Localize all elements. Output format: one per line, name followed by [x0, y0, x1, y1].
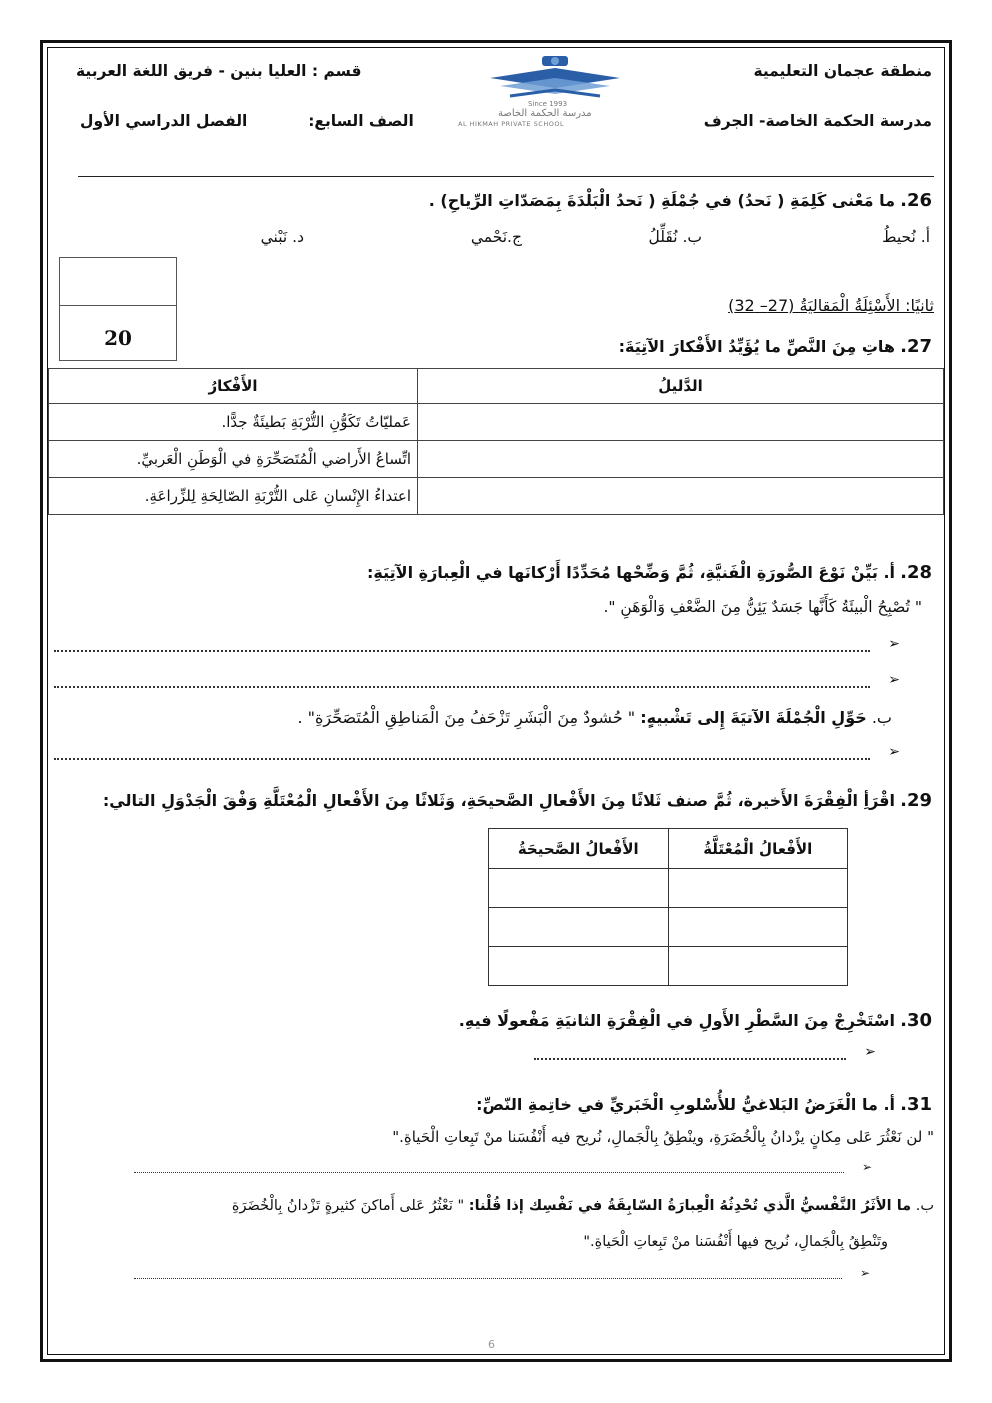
grade-label: الصف السابع:	[308, 112, 414, 130]
q27-idea-1: عَمليّاتُ تَكَوُّنِ التُّرْبَةِ بَطيئَةٌ جدًّا.	[49, 404, 418, 441]
q28	[367, 562, 932, 583]
semester-label: الفصل الدراسي الأول	[80, 112, 248, 130]
q26-option-a: أ. نُحيطُ	[882, 228, 930, 246]
table-row	[49, 404, 944, 441]
q26-option-c: ج.نَحْمي	[470, 228, 522, 246]
q27-header-ideas: الأَفْكارُ	[49, 369, 418, 404]
answer-arrow-icon: ➢	[864, 1044, 876, 1060]
page-mark: 6	[488, 1338, 495, 1351]
q29-table	[488, 828, 848, 986]
q29-table-header	[489, 829, 848, 869]
logo-since: Since 1993	[528, 100, 568, 108]
q28-b-text: حَوِّلِ الْجُمْلَةَ الآتيَةَ إِلى تَشْبيهٍ:	[640, 708, 867, 727]
q29-cell[interactable]	[489, 869, 669, 908]
score-box	[59, 257, 177, 361]
answer-arrow-icon: ➢	[888, 672, 900, 688]
q26-option-d: د. نَبْني	[260, 228, 304, 246]
answer-arrow-icon: ➢	[859, 1266, 870, 1280]
q28-answer-line-2[interactable]	[54, 686, 870, 688]
q27-text: هاتِ مِنَ النَّصِّ ما يُؤَيِّدُ الأَفْكارَ الآتِيَةَ:	[618, 337, 895, 356]
table-row	[489, 908, 848, 947]
q27	[619, 336, 932, 357]
department-name: قسم : العليا بنين - فريق اللغة العربية	[76, 62, 362, 80]
q28-b-answer-line[interactable]	[54, 758, 870, 760]
q29-cell[interactable]	[668, 869, 848, 908]
school-name: مدرسة الحكمة الخاصة- الجرف	[703, 112, 932, 130]
q27-table	[48, 368, 944, 515]
answer-arrow-icon: ➢	[888, 636, 900, 652]
table-row	[489, 947, 848, 986]
q27-evidence-1[interactable]	[418, 404, 944, 441]
q29-cell[interactable]	[489, 947, 669, 986]
answer-arrow-icon: ➢	[888, 744, 900, 760]
q26-option-b: ب. نُقَلِّلُ	[648, 228, 702, 246]
q29-header-sound-verbs: الأَفْعالُ الصَّحيحَةُ	[489, 829, 669, 869]
grade-semester	[80, 112, 414, 130]
q31	[476, 1094, 932, 1115]
q26-text: ما مَعْنى كَلِمَةِ ( نَحدُ) في جُمْلَةِ ( نَحدُ الْبَلْدَةَ بِمَصَدّاتِ الرِّياحِ) .	[428, 191, 895, 210]
answer-arrow-icon: ➢	[861, 1160, 872, 1174]
q27-idea-2: اتِّساعُ الأَراضي الْمُتَصَحِّرَةِ في الْوَطَنِ الْعَربيِّ.	[49, 441, 418, 478]
q29	[103, 790, 932, 811]
q29-header-weak-verbs: الأَفْعالُ الْمُعْتَلَّةُ	[668, 829, 848, 869]
q28-b-quote: " حُشودٌ مِنَ الْبَشَرِ تَزْحَفُ مِنَ الْمَناطِقِ الْمُتَصَحِّرَةِ" .	[297, 708, 636, 727]
q27-idea-3: اعتداءُ الإِنْسانِ عَلى التُّرْبَةِ الصّالِحَةِ لِلزِّراعَةِ.	[49, 478, 418, 515]
header-divider	[78, 176, 934, 177]
q27-number: 27.	[900, 336, 932, 357]
table-row	[489, 869, 848, 908]
q31-a-quote: " لن نَعْثُرَ عَلى مِكانٍ يزْدانُ بِالْخُضَرَةِ، وينْطِقُ بِالْجَمالِ، نُريح فيه أَنْفُسَنا منْ تَبِعاتِ الْحَياةِ."	[392, 1128, 934, 1146]
q28-number: 28.	[900, 562, 932, 583]
q27-evidence-3[interactable]	[418, 478, 944, 515]
q29-cell[interactable]	[668, 908, 848, 947]
q28-a-text: أ. بَيِّنْ نَوْعَ الصُّورَةِ الْفَنيَّةِ، ثُمَّ وَضِّحْها مُحَدِّدًا أَرْكانَها في الْعِبارَةِ الآتِيَةِ:	[367, 563, 895, 582]
school-logo	[450, 50, 660, 130]
q26	[429, 190, 932, 211]
section2-title: ثانيًا: الأَسْئِلَةُ الْمَقاليَةُ (27– 32)	[728, 296, 934, 315]
q31-b-label: ب.	[915, 1198, 934, 1214]
q31-b-text: ما الأثَرُ النَّفْسيُّ الَّذي تُحْدِثُهُ الْعِبارَةُ السّابِقَةُ في نَفْسِك إذا قُلْنا:	[468, 1198, 912, 1214]
table-row	[49, 478, 944, 515]
q26-number: 26.	[900, 190, 932, 211]
q30-answer-line[interactable]	[534, 1058, 846, 1060]
score-box-divider	[60, 305, 176, 306]
q31-b-quote-1: " نَعْثُرُ عَلى أَماكنَ كثيرةٍ تَزْدانُ بِالْخُضَرَةِ	[231, 1198, 465, 1214]
q29-cell[interactable]	[668, 947, 848, 986]
q31-a-text: أ. ما الْغَرَضُ البَلاغيُّ للأُسْلوبِ الْخَبَريِّ في خاتِمةِ النّصِّ:	[476, 1095, 895, 1114]
q31-b	[232, 1198, 934, 1214]
q29-text: اقْرَأِ الْفِقْرَةَ الأَخيرة، ثُمَّ صنف ثَلاثًا مِنَ الأَفْعالِ الصَّحيحَةِ، وَثَلاثًا مِنَ الأَفْعالِ الْمُعْتَلَّةِ وَفْقَ الْجَدْوَلِ التالي:	[102, 791, 895, 810]
region-name: منطقة عجمان التعليمية	[753, 62, 932, 80]
q31-a-answer-line[interactable]	[134, 1172, 844, 1173]
q29-cell[interactable]	[489, 908, 669, 947]
table-row	[49, 441, 944, 478]
q29-number: 29.	[900, 790, 932, 811]
q28-b	[297, 708, 892, 727]
q31-b-answer-line[interactable]	[134, 1278, 842, 1279]
q27-header-evidence: الدَّليلُ	[418, 369, 944, 404]
score-value: 20	[104, 326, 132, 350]
q30-number: 30.	[900, 1010, 932, 1031]
logo-english: AL HIKMAH PRIVATE SCHOOL	[458, 120, 565, 128]
q30-text: اسْتَخْرِجْ مِنَ السَّطْرِ الأَولِ في الْفِقْرَةِ الثانيَةِ مَفْعولًا فيهِ.	[458, 1011, 895, 1030]
q28-answer-line-1[interactable]	[54, 650, 870, 652]
logo-arabic: مدرسة الحكمة الخاصة	[498, 108, 592, 119]
q30	[459, 1010, 932, 1031]
q31-b-quote-2: وتَنْطِقُ بِالْجَمالِ، نُريح فيها أَنْفُسَنا منْ تَبِعاتِ الْحَياةِ."	[583, 1234, 888, 1250]
q31-number: 31.	[900, 1094, 932, 1115]
q27-table-header	[49, 369, 944, 404]
q28-b-label: ب.	[871, 708, 892, 727]
q28-quote: " تُصْبِحُ الْبيئَةُ كَأَنَّها جَسَدٌ يَئِنُّ مِنَ الضَّعْفِ وَالْوَهَنِ ".	[603, 598, 922, 616]
q27-evidence-2[interactable]	[418, 441, 944, 478]
